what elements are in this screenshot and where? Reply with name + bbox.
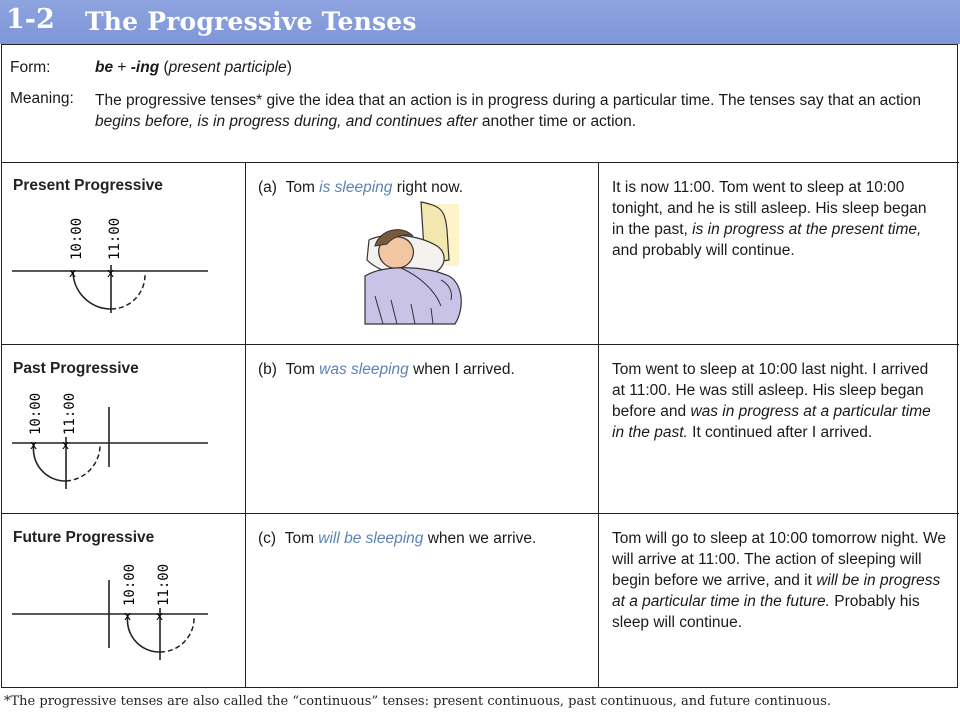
explanation-part-1: Tom went to sleep at 10:00 last night. I arrived at 11:00. He was still asleep. His sleep began before and <box>612 361 929 420</box>
svg-text:x: x <box>107 266 115 280</box>
meaning-text <box>95 90 945 132</box>
section-header <box>0 0 960 44</box>
intro-block <box>0 44 960 162</box>
section-title: The Progressive Tenses <box>85 7 417 36</box>
example-post: when we arrive. <box>423 530 537 547</box>
svg-text:x: x <box>69 266 77 280</box>
example-post: when I arrived. <box>408 361 515 378</box>
svg-text:x: x <box>62 438 70 452</box>
example-b <box>258 359 515 380</box>
time-label: 10:00 <box>122 563 138 606</box>
column-divider <box>245 162 246 688</box>
sleeping-man-illustration <box>345 200 485 328</box>
explanation-b <box>612 359 942 443</box>
form-plus: + <box>113 59 131 76</box>
svg-text:x: x <box>156 609 164 623</box>
explanation-part-3: Probably his sleep will continue. <box>612 593 920 631</box>
explanation-part-2: is in progress at the present time, <box>692 221 922 238</box>
time-label: 10:00 <box>28 392 44 435</box>
time-label: 11:00 <box>107 217 123 260</box>
timeline-diagram-future <box>10 552 230 667</box>
example-a <box>258 177 463 198</box>
time-label: 11:00 <box>156 563 172 606</box>
svg-text:x: x <box>30 438 38 452</box>
form-be: be <box>95 59 114 76</box>
form-ing: -ing <box>130 59 160 76</box>
example-pre: Tom <box>285 361 320 378</box>
meaning-part-2: begins before, is in progress during, and continues after <box>95 113 478 130</box>
explanation-part-2: will be in progress at a particular time in the future. <box>612 572 941 610</box>
explanation-part-1: It is now 11:00. Tom went to sleep at 10:00 tonight, and he is still asleep. His sleep began in the past, <box>612 179 927 238</box>
form-label: Form: <box>10 59 51 76</box>
explanation-part-3: and probably will continue. <box>612 242 795 259</box>
row-heading-past: Past Progressive <box>13 360 139 377</box>
form-paren-close: ) <box>286 59 292 76</box>
form-participle: present participle <box>168 59 287 76</box>
example-c <box>258 528 548 549</box>
example-pre: Tom <box>284 530 319 547</box>
row-heading-future: Future Progressive <box>13 529 155 546</box>
example-verb: will be sleeping <box>318 530 424 547</box>
example-post: right now. <box>392 179 464 196</box>
time-label: 11:00 <box>62 392 78 435</box>
explanation-a <box>612 177 942 261</box>
section-number: 1-2 <box>6 4 55 35</box>
svg-text:x: x <box>124 609 132 623</box>
footnote: *The progressive tenses are also called the “continuous” tenses: present continuous, past continuous, and future continuous. <box>4 694 831 709</box>
example-letter: (a) <box>258 179 277 196</box>
time-label: 10:00 <box>69 217 85 260</box>
row-heading-present: Present Progressive <box>13 177 163 194</box>
example-verb: was sleeping <box>319 361 409 378</box>
form-formula <box>95 59 292 77</box>
example-letter: (b) <box>258 361 277 378</box>
meaning-part-1: The progressive tenses* give the idea that an action is in progress during a particular time. The tenses say that an action <box>95 92 921 109</box>
form-paren-open: ( <box>159 59 169 76</box>
timeline-diagram-present <box>10 205 230 325</box>
explanation-part-2: was in progress at a particular time in the past. <box>612 403 931 441</box>
example-verb: is sleeping <box>319 179 393 196</box>
row-divider <box>1 344 959 345</box>
column-divider <box>598 162 599 688</box>
explanation-part-3: It continued after I arrived. <box>687 424 873 441</box>
explanation-part-1: Tom will go to sleep at 10:00 tomorrow night. We will arrive at 11:00. The action of sleeping will begin before we arrive, and it <box>612 530 946 589</box>
row-divider <box>1 162 959 163</box>
explanation-c <box>612 528 947 633</box>
row-divider <box>1 513 959 514</box>
timeline-diagram-past <box>8 383 228 493</box>
meaning-part-3: another time or action. <box>477 113 637 130</box>
meaning-label: Meaning: <box>10 90 74 107</box>
example-pre: Tom <box>285 179 320 196</box>
example-letter: (c) <box>258 530 277 547</box>
